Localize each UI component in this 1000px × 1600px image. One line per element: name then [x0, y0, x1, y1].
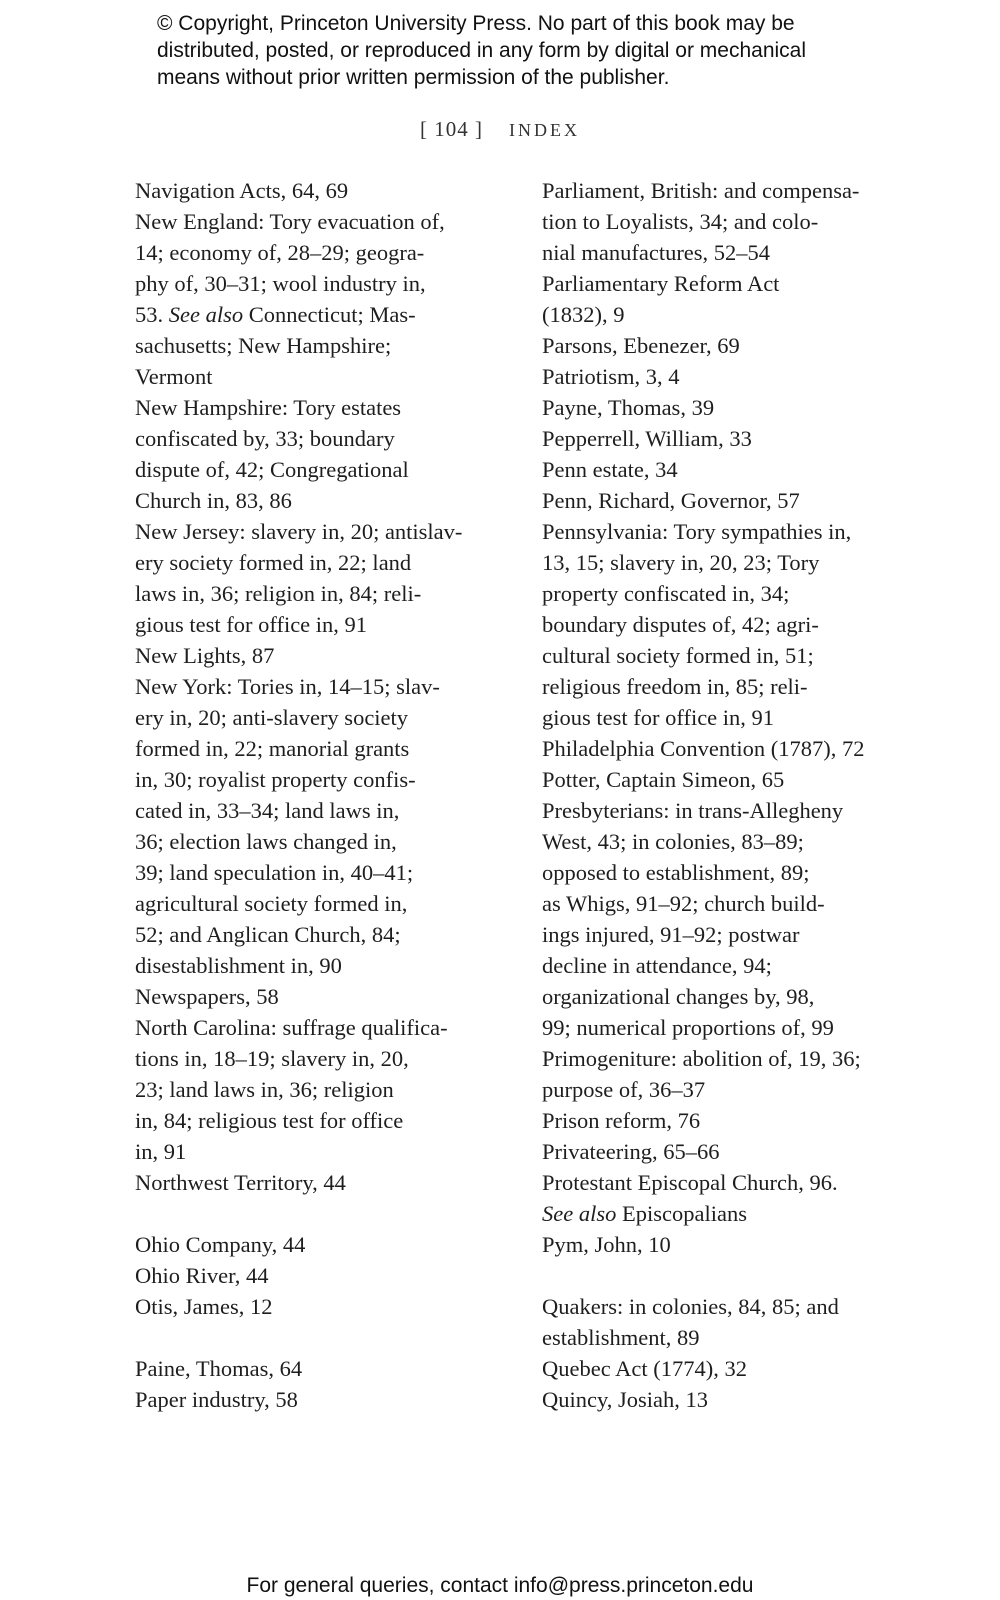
index-entry: [542, 423, 912, 454]
index-entry: [542, 392, 912, 423]
index-entry-line: Quebec Act (1774), 32: [542, 1356, 747, 1381]
index-entry-line: Patriotism, 3, 4: [542, 364, 680, 389]
index-entry-line: dispute of, 42; Congregational: [135, 457, 409, 482]
index-entry-line: Newspapers, 58: [135, 984, 279, 1009]
index-entry: [542, 454, 912, 485]
index-entry-line: (1832), 9: [542, 302, 625, 327]
index-entry-line: Otis, James, 12: [135, 1294, 273, 1319]
index-entry-line: Paper industry, 58: [135, 1387, 298, 1412]
index-entry-line: 39; land speculation in, 40–41;: [135, 860, 414, 885]
index-entry: [135, 671, 495, 981]
index-column-left: [135, 175, 495, 1415]
index-entry-line: North Carolina: suffrage qualifica-: [135, 1015, 448, 1040]
index-entry: [542, 1136, 912, 1167]
index-entry-line: New York: Tories in, 14–15; slav-: [135, 674, 440, 699]
index-entry: [542, 361, 912, 392]
index-entry: [135, 1353, 495, 1384]
index-entry-line: New Hampshire: Tory estates: [135, 395, 402, 420]
running-head: [0, 114, 1000, 145]
index-entry: [542, 764, 912, 795]
index-entry: [542, 1105, 912, 1136]
index-entry-line: in, 84; religious test for office: [135, 1108, 404, 1133]
index-entry-line: 99; numerical proportions of, 99: [542, 1015, 834, 1040]
index-entry-line: formed in, 22; manorial grants: [135, 736, 410, 761]
index-entry-line: Ohio River, 44: [135, 1263, 269, 1288]
index-entry-line: 53. See also Connecticut; Mas-: [135, 302, 416, 327]
index-entry-line: West, 43; in colonies, 83–89;: [542, 829, 804, 854]
index-entry: [135, 1291, 495, 1322]
index-entry-line: Vermont: [135, 364, 213, 389]
index-entry: [135, 640, 495, 671]
index-entry-line: purpose of, 36–37: [542, 1077, 706, 1102]
index-entry: [542, 330, 912, 361]
index-entry-line: Parliament, British: and compensa-: [542, 178, 860, 203]
index-entry-line: Church in, 83, 86: [135, 488, 292, 513]
index-entry-line: Primogeniture: abolition of, 19, 36;: [542, 1046, 861, 1071]
index-entry-line: Parliamentary Reform Act: [542, 271, 780, 296]
index-entry-line: tion to Loyalists, 34; and colo-: [542, 209, 819, 234]
index-entry-line: property confiscated in, 34;: [542, 581, 790, 606]
index-entry-line: Philadelphia Convention (1787), 72: [542, 736, 865, 761]
index-entry-line: disestablishment in, 90: [135, 953, 342, 978]
index-entry-line: Paine, Thomas, 64: [135, 1356, 303, 1381]
index-entry: [135, 1229, 495, 1260]
index-entry: [135, 206, 495, 392]
index-entry-line: Prison reform, 76: [542, 1108, 701, 1133]
index-entry-line: Navigation Acts, 64, 69: [135, 178, 349, 203]
index-entry-line: ery in, 20; anti-slavery society: [135, 705, 409, 730]
index-entry-line: gious test for office in, 91: [135, 612, 368, 637]
index-entry-line: agricultural society formed in,: [135, 891, 408, 916]
index-entry-line: organizational changes by, 98,: [542, 984, 815, 1009]
index-entry: [542, 516, 912, 733]
index-entry-line: Protestant Episcopal Church, 96.: [542, 1170, 838, 1195]
index-entry-line: Payne, Thomas, 39: [542, 395, 715, 420]
page-number: [ 104 ]: [420, 117, 483, 141]
copyright-line: means without prior written permission of the publisher.: [157, 66, 670, 89]
index-entry-line: establishment, 89: [542, 1325, 700, 1350]
index-entry-line: phy of, 30–31; wool industry in,: [135, 271, 426, 296]
index-entry: [135, 981, 495, 1012]
index-entry-line: tions in, 18–19; slavery in, 20,: [135, 1046, 409, 1071]
letter-group-spacer: [135, 1322, 495, 1353]
index-entry-line: Pennsylvania: Tory sympathies in,: [542, 519, 852, 544]
index-entry-line: Penn estate, 34: [542, 457, 678, 482]
index-entry-line: nial manufactures, 52–54: [542, 240, 771, 265]
index-entry-line: gious test for office in, 91: [542, 705, 775, 730]
index-entry: [542, 1291, 912, 1353]
index-entry-line: New England: Tory evacuation of,: [135, 209, 445, 234]
index-entry: [542, 1043, 912, 1105]
index-entry-line: ings injured, 91–92; postwar: [542, 922, 800, 947]
index-entry-line: Parsons, Ebenezer, 69: [542, 333, 740, 358]
index-entry-line: Potter, Captain Simeon, 65: [542, 767, 785, 792]
copyright-line: © Copyright, Princeton University Press. No part of this book may be: [157, 12, 795, 35]
index-entry: [542, 733, 912, 764]
index-entry-line: Quincy, Josiah, 13: [542, 1387, 709, 1412]
index-entry-line: as Whigs, 91–92; church build-: [542, 891, 825, 916]
index-entry-line: sachusetts; New Hampshire;: [135, 333, 392, 358]
index-entry-line: cultural society formed in, 51;: [542, 643, 814, 668]
index-entry-line: Penn, Richard, Governor, 57: [542, 488, 800, 513]
index-entry-line: Pym, John, 10: [542, 1232, 671, 1257]
letter-group-spacer: [542, 1260, 912, 1291]
index-entry: [542, 795, 912, 1043]
index-entry-line: Presbyterians: in trans-Allegheny: [542, 798, 844, 823]
index-entry-line: 13, 15; slavery in, 20, 23; Tory: [542, 550, 820, 575]
index-entry-line: New Lights, 87: [135, 643, 275, 668]
index-entry-line: Ohio Company, 44: [135, 1232, 306, 1257]
index-entry-line: Privateering, 65–66: [542, 1139, 720, 1164]
index-entry: [135, 516, 495, 640]
index-entry-line: 52; and Anglican Church, 84;: [135, 922, 401, 947]
copyright-line: distributed, posted, or reproduced in any form by digital or mechanical: [157, 39, 807, 62]
index-entry-line: laws in, 36; religion in, 84; reli-: [135, 581, 422, 606]
index-entry-line: 14; economy of, 28–29; geogra-: [135, 240, 425, 265]
index-entry: [135, 1012, 495, 1167]
index-column-right: [542, 175, 912, 1415]
footer-contact: For general queries, contact info@press.princeton.edu: [246, 1574, 754, 1597]
index-entry-line: ery society formed in, 22; land: [135, 550, 412, 575]
index-entry-line: Pepperrell, William, 33: [542, 426, 752, 451]
index-entry: [542, 1229, 912, 1260]
copyright-notice: [157, 10, 897, 91]
index-entry: [135, 1167, 495, 1198]
index-entry-line: 36; election laws changed in,: [135, 829, 397, 854]
index-entry-line: New Jersey: slavery in, 20; antislav-: [135, 519, 463, 544]
index-entry: [542, 485, 912, 516]
index-entry-line: Quakers: in colonies, 84, 85; and: [542, 1294, 839, 1319]
index-entry-line: Northwest Territory, 44: [135, 1170, 346, 1195]
index-entry: [542, 1167, 912, 1229]
index-entry-line: in, 91: [135, 1139, 187, 1164]
index-entry: [135, 175, 495, 206]
index-entry-line: boundary disputes of, 42; agri-: [542, 612, 819, 637]
index-entry-line: opposed to establishment, 89;: [542, 860, 810, 885]
index-entry-line: in, 30; royalist property confis-: [135, 767, 416, 792]
index-entry-line: See also Episcopalians: [542, 1201, 747, 1226]
section-title: INDEX: [509, 120, 580, 140]
index-entry: [135, 1384, 495, 1415]
index-entry-line: religious freedom in, 85; reli-: [542, 674, 808, 699]
index-entry-line: 23; land laws in, 36; religion: [135, 1077, 394, 1102]
index-entry-line: cated in, 33–34; land laws in,: [135, 798, 400, 823]
index-entry: [135, 1260, 495, 1291]
index-entry: [135, 392, 495, 516]
index-entry: [542, 1353, 912, 1384]
index-entry: [542, 175, 912, 268]
letter-group-spacer: [135, 1198, 495, 1229]
index-entry-line: confiscated by, 33; boundary: [135, 426, 395, 451]
index-entry: [542, 268, 912, 330]
index-entry: [542, 1384, 912, 1415]
index-entry-line: decline in attendance, 94;: [542, 953, 772, 978]
